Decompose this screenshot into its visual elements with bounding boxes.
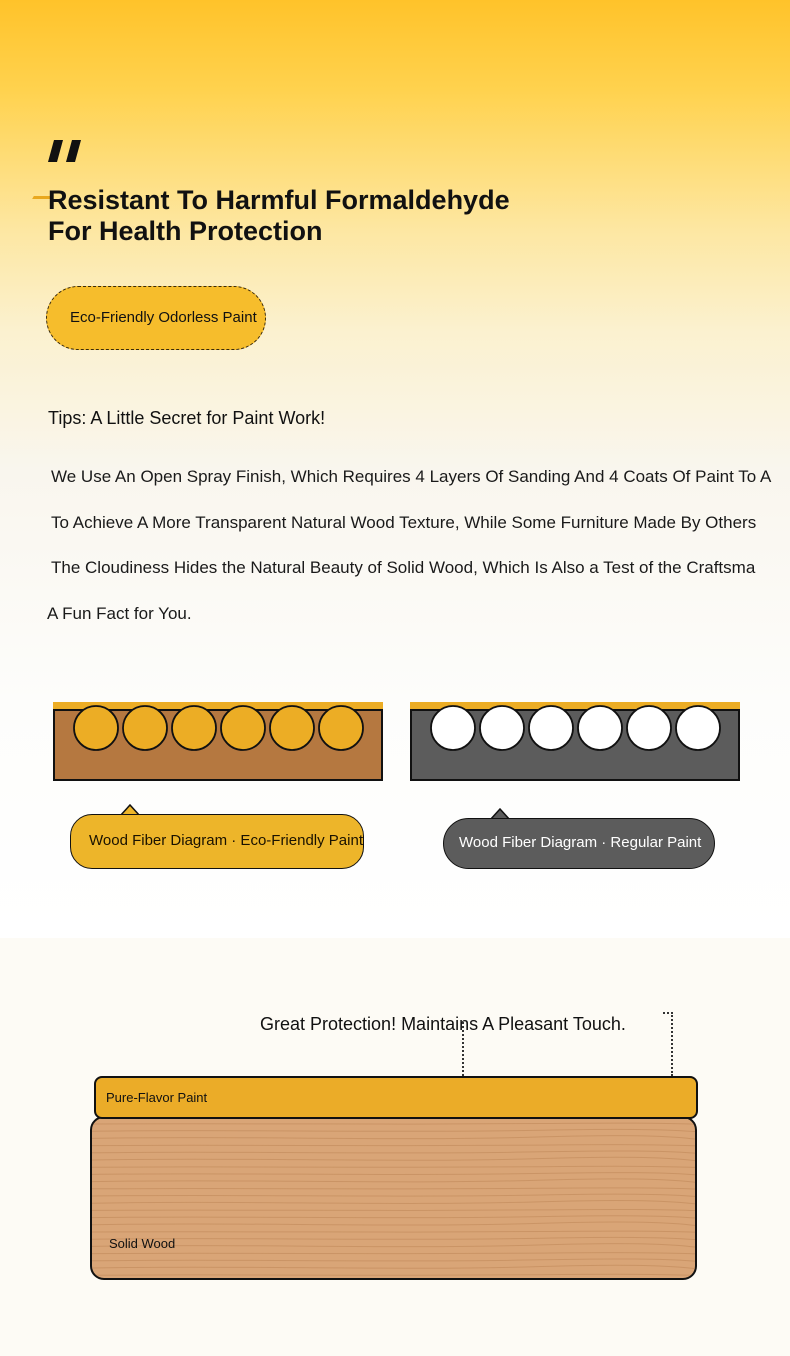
wood-grain-line: [92, 1244, 697, 1247]
page-title: [48, 185, 510, 247]
tips-title: Tips: A Little Secret for Paint Work!: [48, 408, 326, 428]
regular-fiber-3: [529, 706, 573, 750]
title-line-1: Resistant To Harmful Formaldehyde: [48, 185, 510, 215]
wood-grain-line: [92, 1157, 697, 1160]
wood-grain-line: [92, 1151, 697, 1153]
solid-wood-layer: [90, 1116, 697, 1280]
wood-grain-line: [92, 1188, 697, 1189]
eco-fiber-5: [270, 706, 314, 750]
wood-grain-line: [92, 1145, 697, 1146]
eco-fiber-3: [172, 706, 216, 750]
wood-grain-line: [92, 1179, 697, 1182]
regular-wood-fiber-diagram: [410, 700, 742, 784]
wood-grain-line: [92, 1194, 697, 1196]
wood-grain-line: [92, 1259, 697, 1261]
paint-layer: [94, 1076, 698, 1119]
fun-fact-text: A Fun Fact for You.: [47, 604, 192, 623]
wood-grain-line: [92, 1274, 697, 1275]
wood-grain-line: [92, 1222, 697, 1225]
wood-grain-texture: [92, 1118, 697, 1280]
paint-layer-label: Pure-Flavor Paint: [106, 1090, 208, 1105]
wood-grain-line: [92, 1136, 697, 1139]
eco-fiber-2: [123, 706, 167, 750]
eco-fiber-6: [319, 706, 363, 750]
eco-friendly-badge: Eco-Friendly Odorless Paint: [46, 286, 266, 350]
wood-grain-line: [92, 1166, 697, 1167]
wood-grain-line: [92, 1253, 697, 1254]
eco-wood-fiber-diagram: [53, 700, 385, 784]
wood-grain-line: [92, 1209, 697, 1210]
dotted-guide-right: [671, 1012, 673, 1076]
wood-grain-line: [92, 1231, 697, 1232]
eco-diagram-caption: Wood Fiber Diagram · Eco-Friendly Paint: [70, 814, 364, 869]
wood-grain-line: [92, 1237, 697, 1239]
wood-grain-line: [92, 1200, 697, 1203]
eco-fiber-1: [74, 706, 118, 750]
wood-grain-line: [92, 1129, 697, 1131]
dotted-guide-left: [462, 1022, 464, 1076]
tips-line-1: We Use An Open Spray Finish, Which Requires 4 Layers Of Sanding And 4 Coats Of Paint To A: [51, 467, 772, 486]
wood-grain-line: [92, 1173, 697, 1175]
tips-line-3: The Cloudiness Hides the Natural Beauty of Solid Wood, Which Is Also a Test of the Craftsma: [51, 558, 756, 577]
dotted-guide-cap: [663, 1012, 673, 1014]
protection-tagline: Great Protection! Maintains A Pleasant Touch.: [260, 1014, 626, 1034]
regular-fiber-4: [578, 706, 622, 750]
wood-grain-line: [92, 1123, 697, 1124]
regular-fiber-1: [431, 706, 475, 750]
regular-fiber-5: [627, 706, 671, 750]
wood-grain-line: [92, 1265, 697, 1268]
eco-fiber-4: [221, 706, 265, 750]
solid-wood-label: Solid Wood: [109, 1236, 176, 1251]
regular-diagram-caption: Wood Fiber Diagram · Regular Paint: [443, 818, 715, 869]
regular-fiber-2: [480, 706, 524, 750]
tips-line-2: To Achieve A More Transparent Natural Wood Texture, While Some Furniture Made By Others: [51, 513, 757, 532]
wood-grain-line: [92, 1216, 697, 1218]
title-line-2: For Health Protection: [48, 216, 323, 246]
quote-mark-icon: [48, 140, 82, 167]
regular-fiber-6: [676, 706, 720, 750]
